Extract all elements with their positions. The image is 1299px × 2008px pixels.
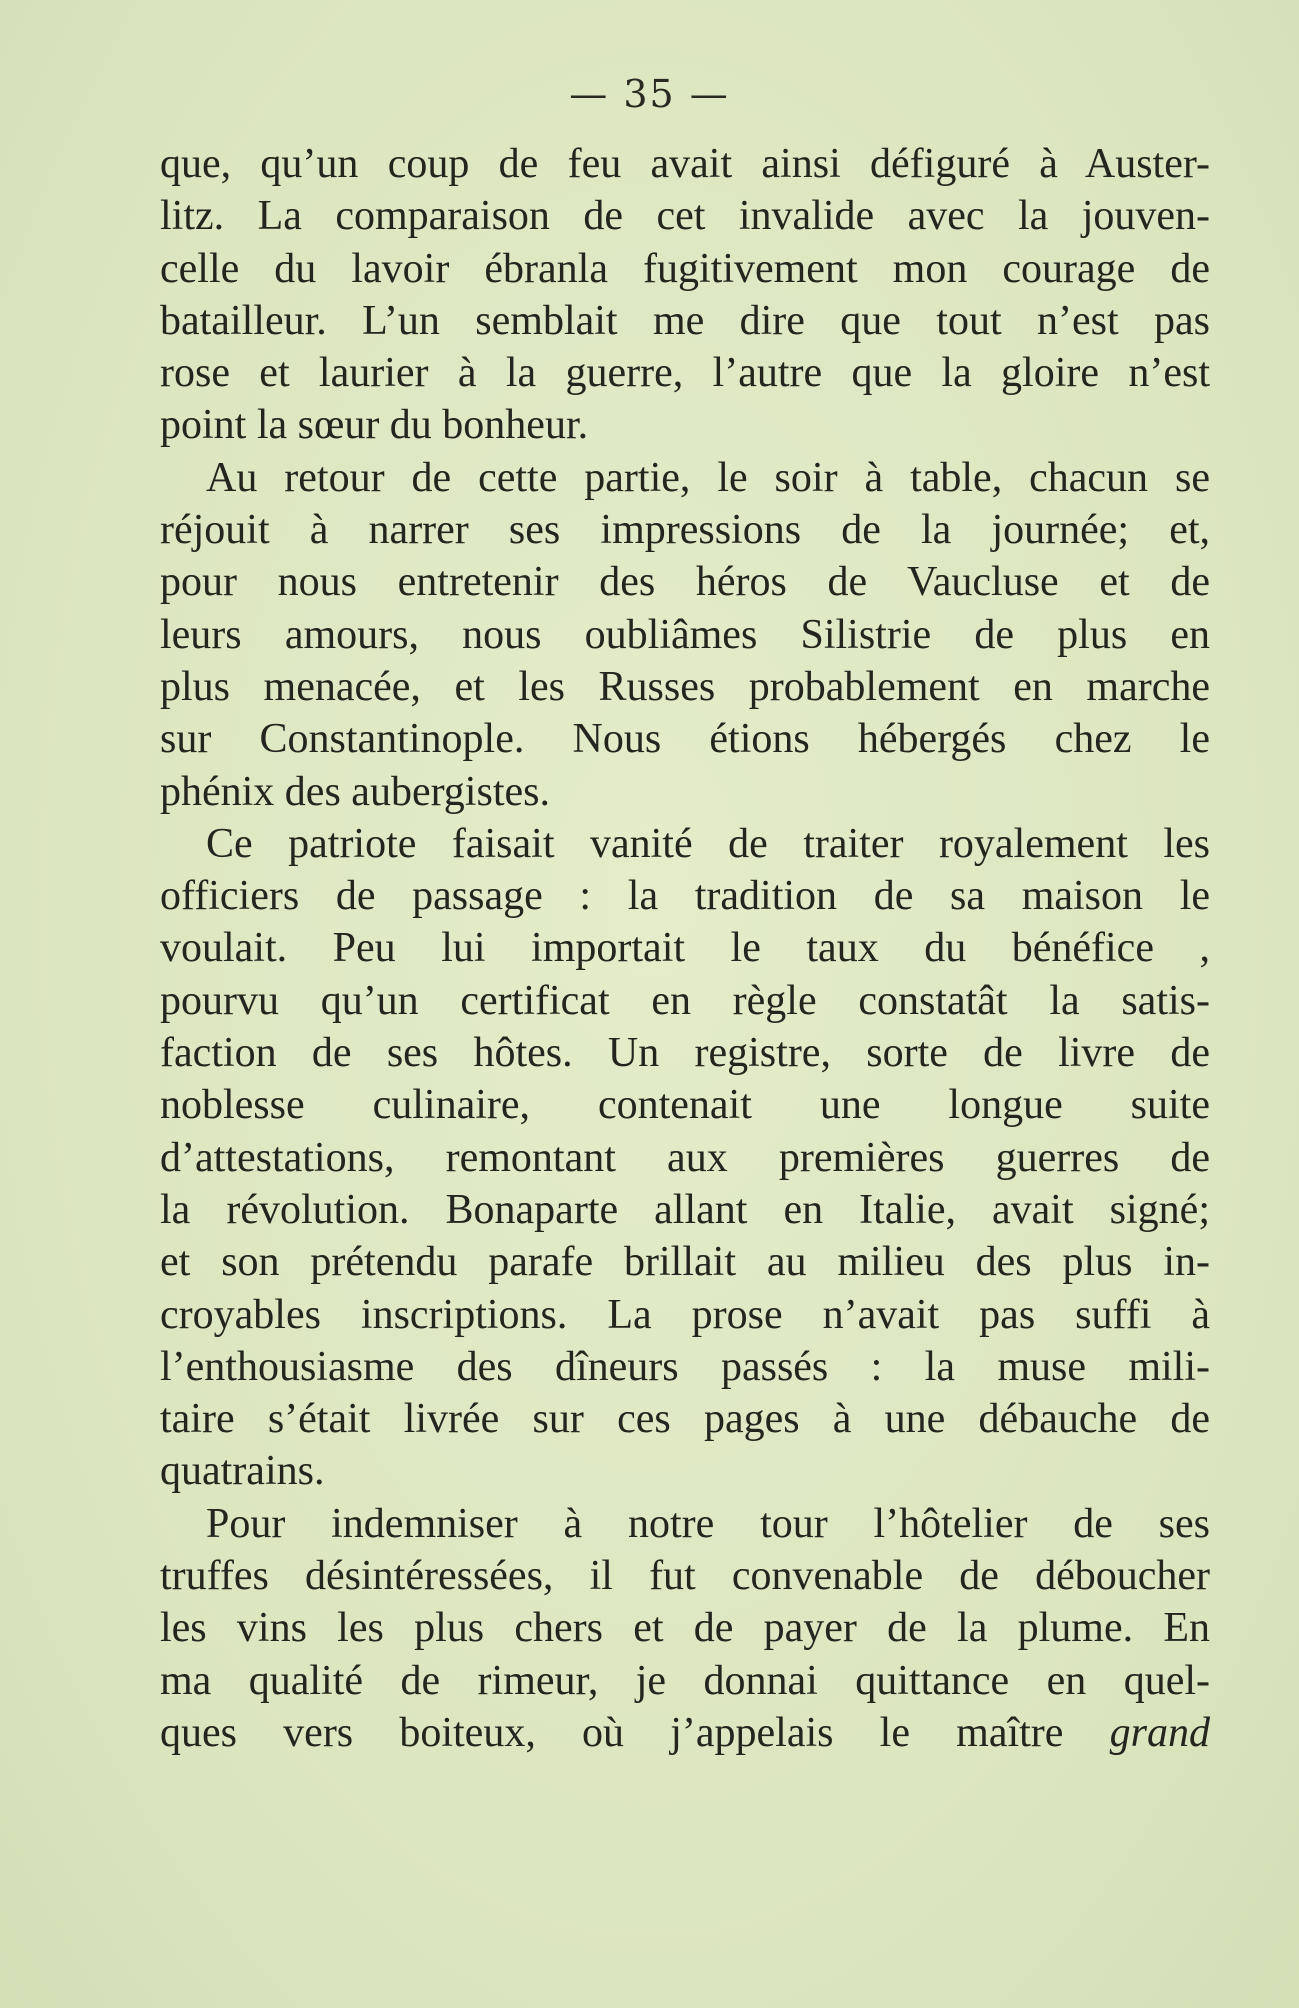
text-line: faction de ses hôtes. Un registre, sorte de livre de [160,1030,1210,1077]
text-line: croyables inscriptions. La prose n’avait pas suffi à [160,1291,1210,1338]
text-line: officiers de passage : la tradition de sa maison le [160,873,1210,920]
text-line: point la sœur du bonheur. [160,402,589,449]
text-line: quatrains. [160,1448,325,1495]
text-line: plus menacée, et les Russes probablement en marche [160,663,1210,710]
text-line: sur Constantinople. Nous étions hébergés chez le [160,716,1210,763]
text-line [160,1707,1210,1759]
paragraph [160,1498,1210,1759]
text-fragment: ques vers boiteux, où j’appelais le maître [160,1709,1064,1756]
text-line: et son prétendu parafe brillait au milieu des plus in- [160,1239,1210,1286]
paragraph [160,452,1210,818]
body-text [160,138,1210,1759]
text-line: réjouit à narrer ses impressions de la journée; et, [160,507,1210,554]
italic-word: grand [1109,1709,1211,1756]
text-line: celle du lavoir ébranla fugitivement mon courage de [160,245,1210,292]
text-line: d’attestations, remontant aux premières guerres de [160,1134,1210,1181]
text-line: les vins les plus chers et de payer de la plume. En [160,1605,1210,1652]
text-line: pourvu qu’un certificat en règle constatât la satis- [160,977,1210,1024]
text-line: litz. La comparaison de cet invalide avec la jouven- [160,193,1210,240]
paragraph [160,818,1210,1498]
text-line: phénix des aubergistes. [160,768,550,815]
text-line: voulait. Peu lui importait le taux du bénéfice , [160,925,1210,972]
text-line: taire s’était livrée sur ces pages à une débauche de [160,1396,1210,1443]
page-number: — 35 — [569,72,730,116]
text-line: truffes désintéressées, il fut convenable de déboucher [160,1553,1210,1600]
text-line: pour nous entretenir des héros de Vaucluse et de [160,559,1210,606]
text-line: la révolution. Bonaparte allant en Italie, avait signé; [160,1186,1210,1233]
text-line: que, qu’un coup de feu avait ainsi défiguré à Auster- [160,141,1210,187]
text-line: l’enthousiasme des dîneurs passés : la muse mili- [160,1343,1210,1390]
text-line: leurs amours, nous oubliâmes Silistrie de plus en [160,611,1210,658]
text-line: rose et laurier à la guerre, l’autre que la gloire n’est [160,350,1210,397]
text-line: Ce patriote faisait vanité de traiter royalement les [206,820,1210,867]
text-line: noblesse culinaire, contenait une longue suite [160,1082,1210,1129]
paragraph [160,138,1210,452]
text-line: Au retour de cette partie, le soir à table, chacun se [206,454,1210,501]
text-line: ma qualité de rimeur, je donnai quittance en quel- [160,1657,1210,1704]
text-line: Pour indemniser à notre tour l’hôtelier de ses [206,1500,1210,1547]
text-line: batailleur. L’un semblait me dire que tout n’est pas [160,297,1210,344]
